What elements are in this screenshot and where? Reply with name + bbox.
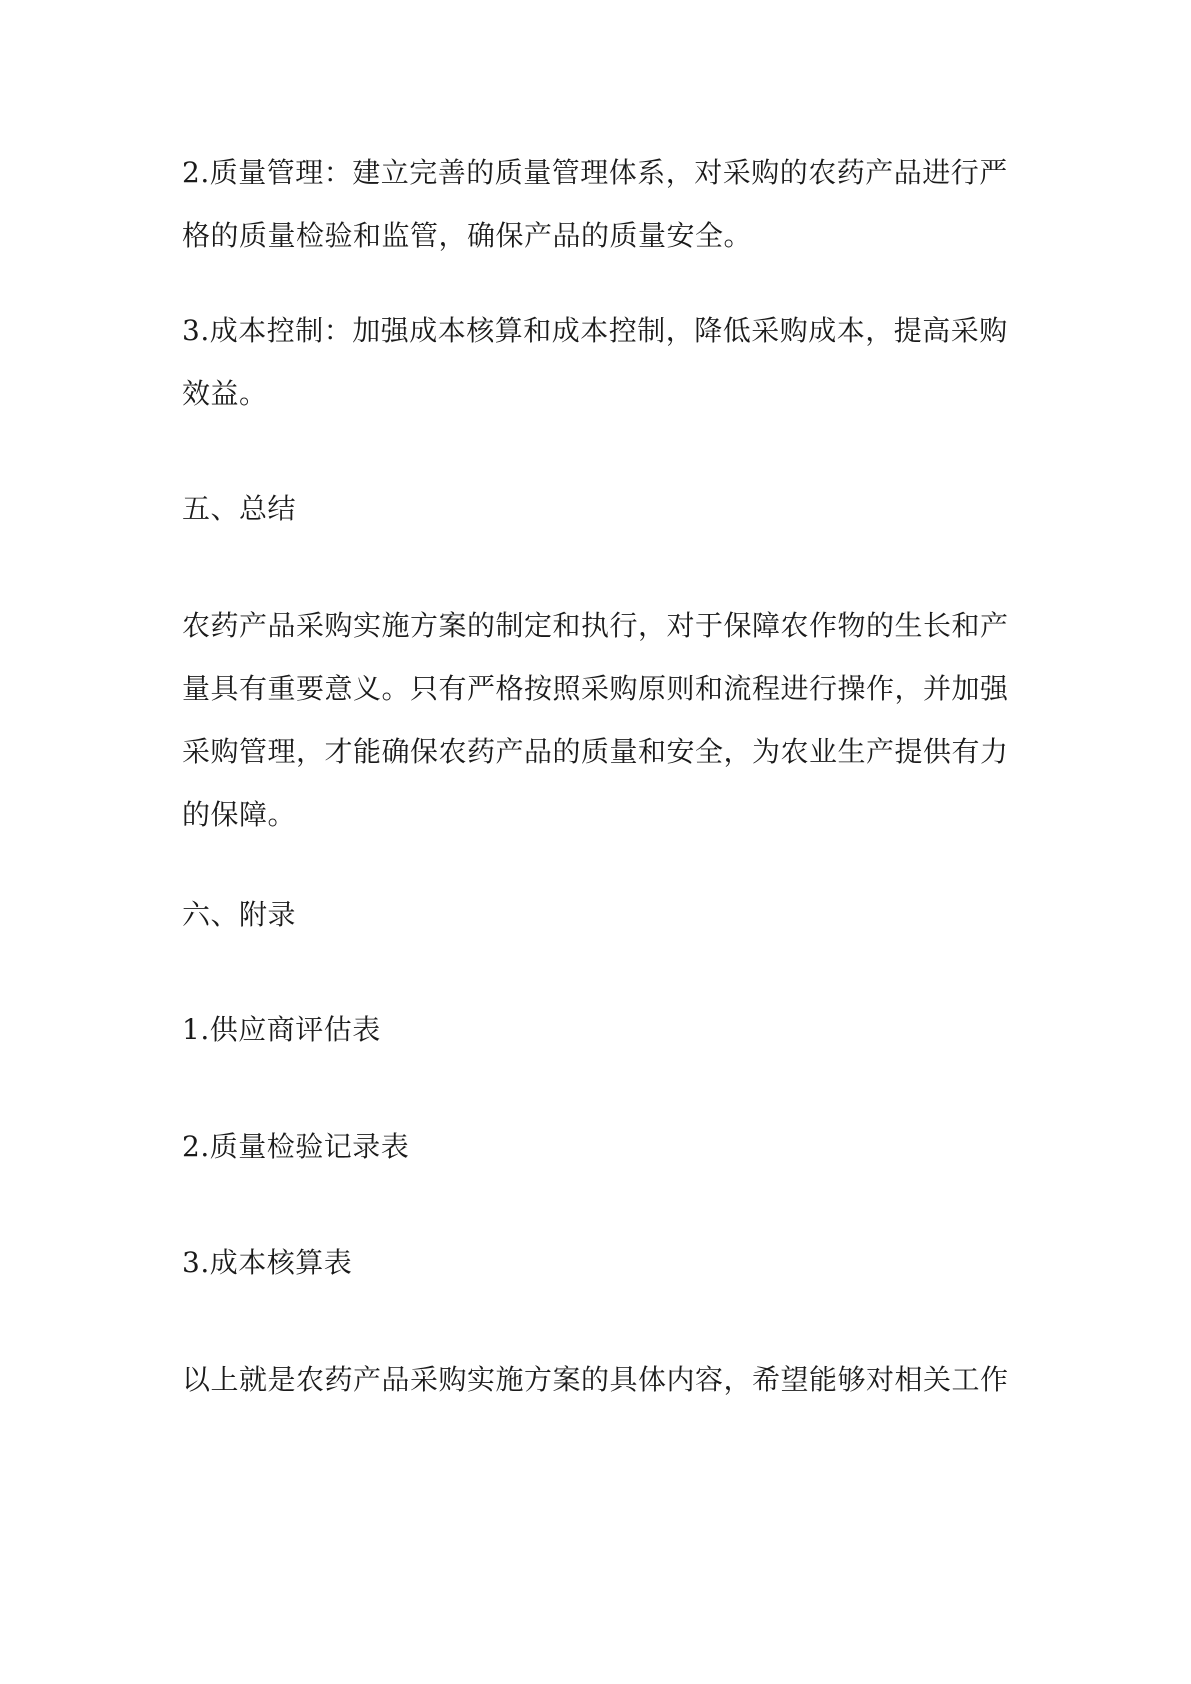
- paragraph-closing: 以上就是农药产品采购实施方案的具体内容，希望能够对相关工作: [182, 1363, 1009, 1396]
- appendix-item-quality-inspection: 2.质量检验记录表: [182, 1130, 410, 1163]
- appendix-item-supplier-evaluation: 1.供应商评估表: [182, 1013, 381, 1046]
- section-heading-appendix: 六、附录: [182, 898, 297, 931]
- appendix-item-cost-accounting: 3.成本核算表: [182, 1246, 353, 1279]
- paragraph-cost-control: 3.成本控制：加强成本核算和成本控制，降低采购成本，提高采购效益。: [182, 314, 1008, 410]
- paragraph-summary: 农药产品采购实施方案的制定和执行，对于保障农作物的生长和产量具有重要意义。只有严格按照采购原则和流程进行操作，并加强采购管理，才能确保农药产品的质量和安全，为农业生产提供有力的保障。: [182, 609, 1009, 831]
- section-heading-summary: 五、总结: [182, 492, 297, 525]
- paragraph-quality-management: 2.质量管理：建立完善的质量管理体系，对采购的农药产品进行严格的质量检验和监管，确保产品的质量安全。: [182, 156, 1008, 252]
